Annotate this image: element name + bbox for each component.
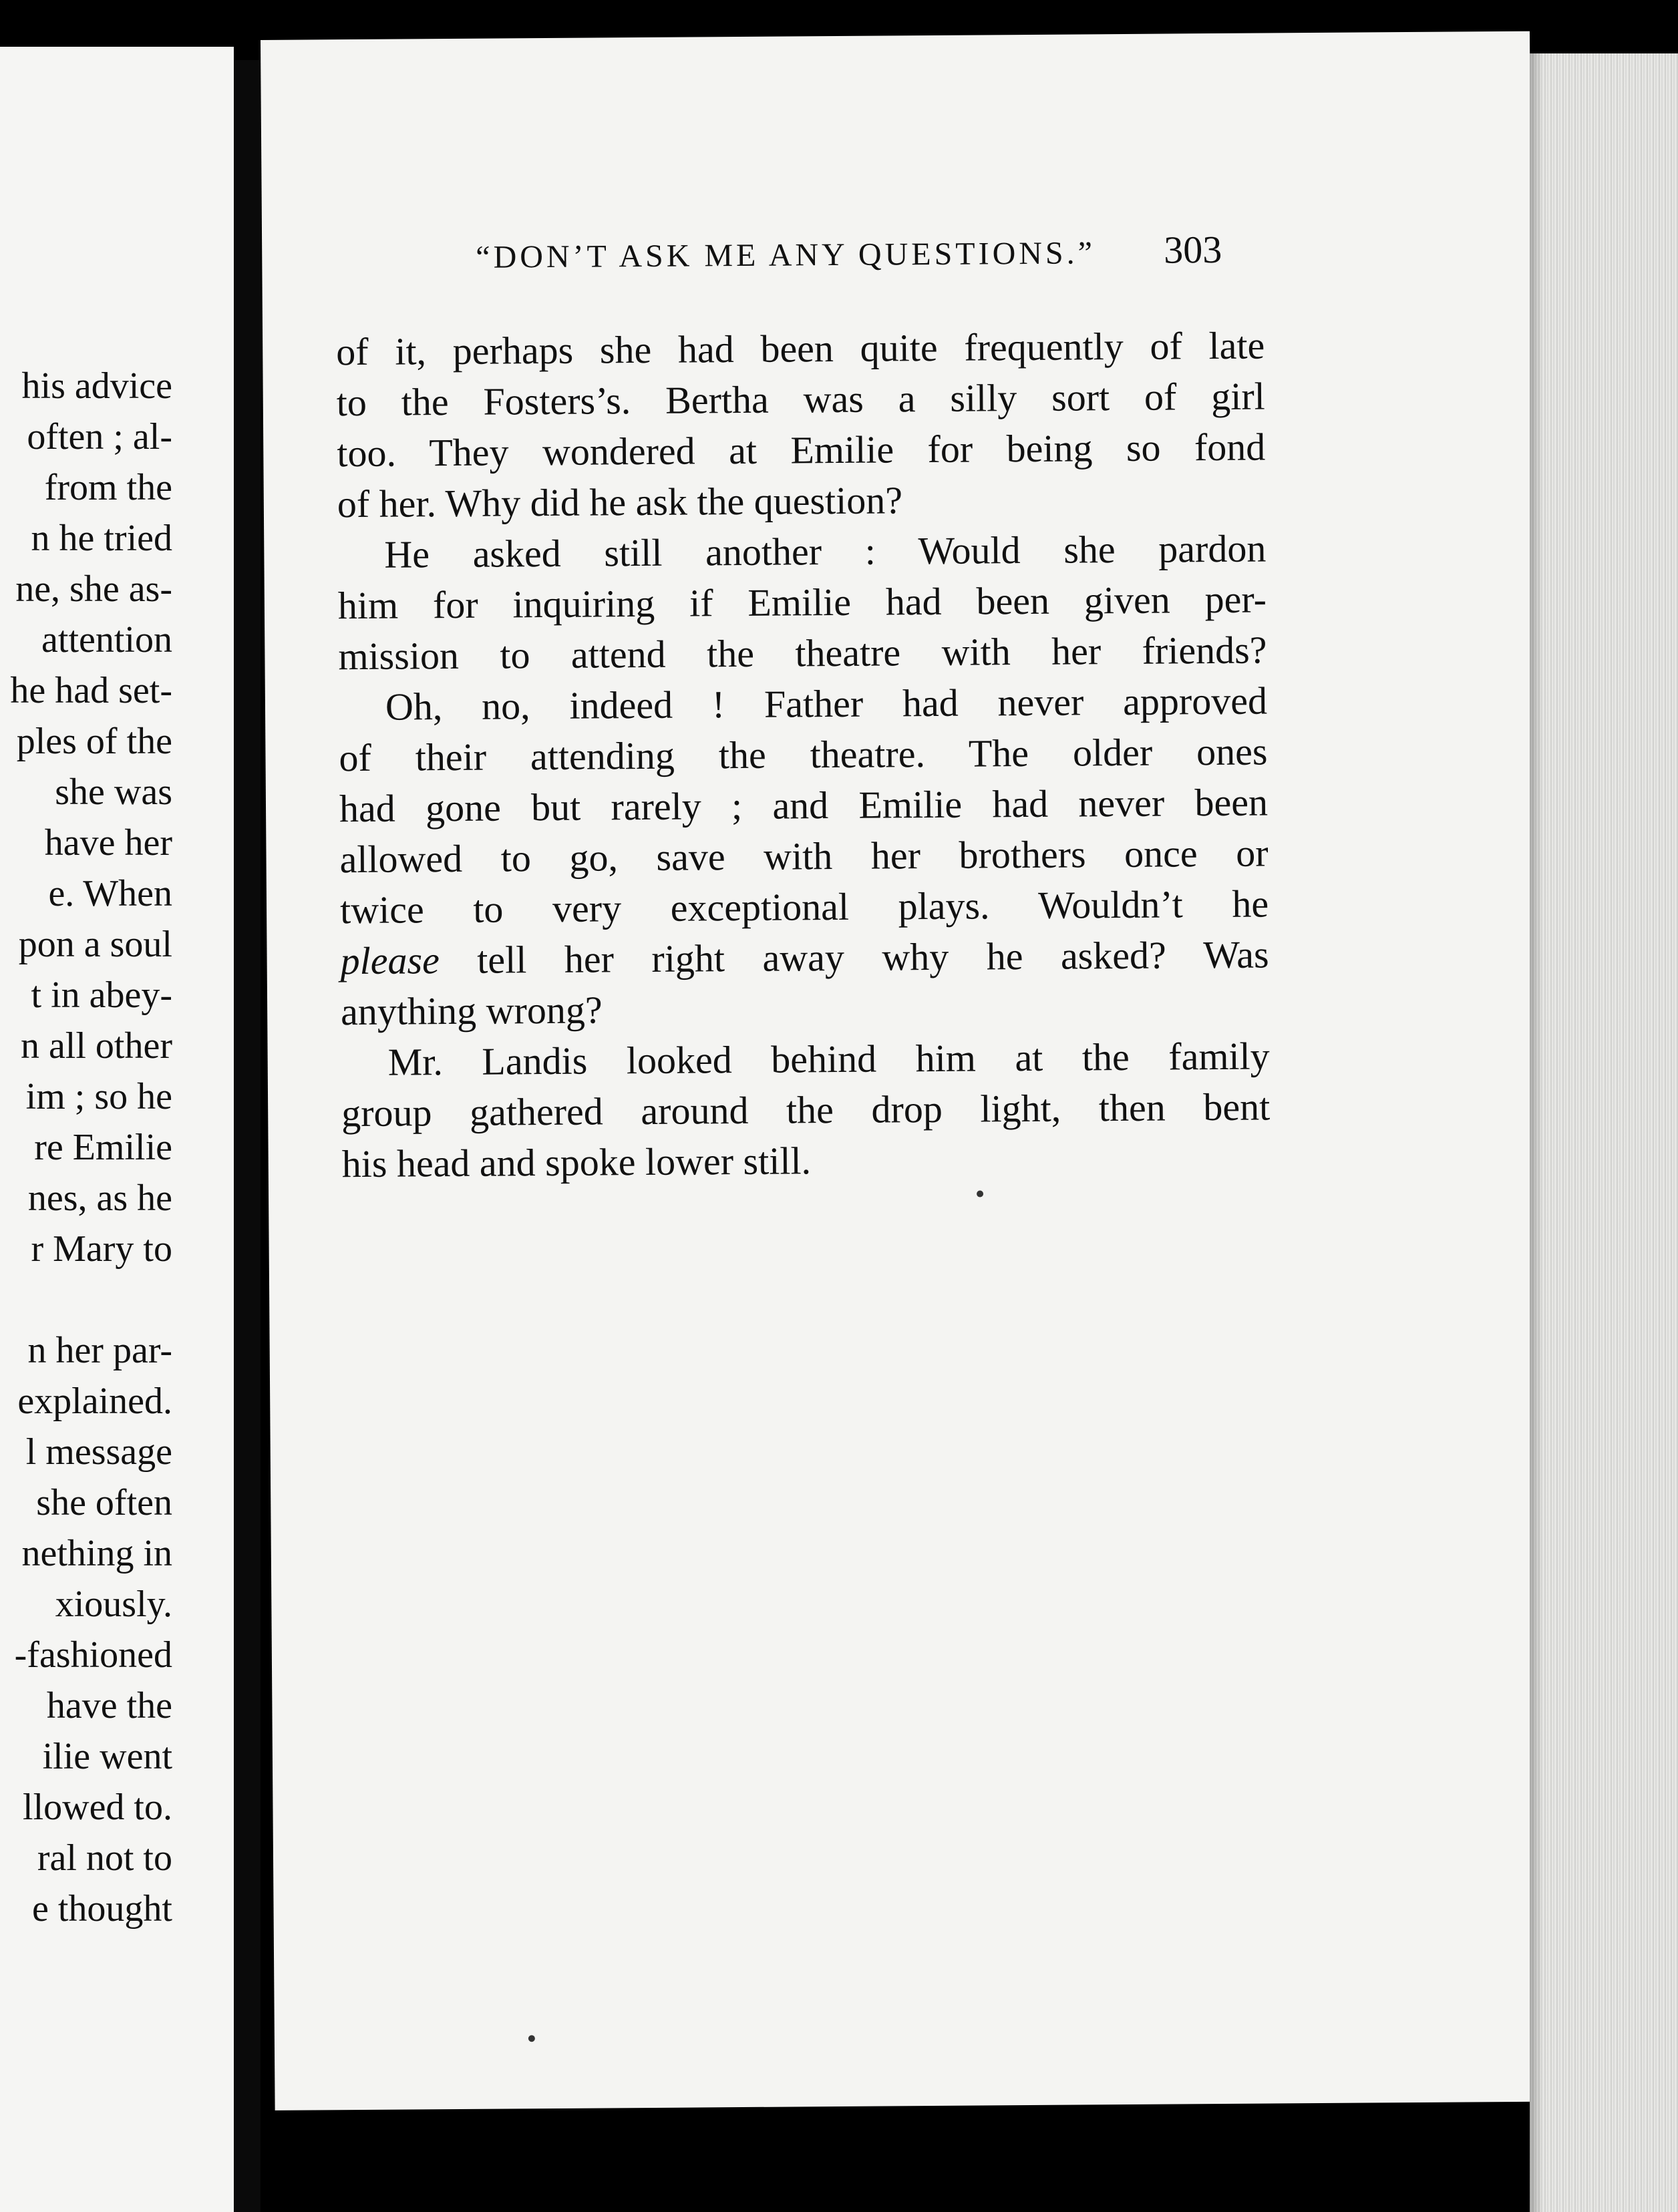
text-line: his head and spoke lower still. (341, 1139, 812, 1186)
emphasized-word: please (340, 938, 440, 983)
left-line: often ; al- (27, 416, 172, 457)
text-line: anything wrong? (340, 988, 603, 1034)
left-line: llowed to. (23, 1787, 172, 1828)
text-line: of it, perhaps she had been quite frequently of late (336, 323, 1265, 374)
left-line: she was (55, 771, 172, 813)
left-line: -fashioned (14, 1634, 172, 1676)
text-line: He asked still another : Would she pardon (384, 526, 1267, 576)
left-page (0, 47, 234, 2212)
left-line: from the (44, 467, 172, 508)
left-line: n he tried (31, 518, 172, 559)
text-line: to the Fosters’s. Bertha was a silly sort of girl (336, 374, 1265, 425)
text-line: Oh, no, indeed ! Father had never approved (385, 679, 1268, 729)
text-line-rest: tell her right away why he asked? Was (439, 932, 1269, 982)
text-line: Mr. Landis looked behind him at the family (387, 1034, 1270, 1084)
text-line: of their attending the theatre. The older ones (339, 729, 1268, 780)
text-line (340, 929, 1269, 986)
running-title: “DON’T ASK ME ANY QUESTIONS.” (476, 235, 1096, 275)
left-line: attention (41, 619, 172, 661)
left-line: n her par- (27, 1330, 172, 1371)
text-line: him for inquiring if Emilie had been given per- (337, 577, 1267, 628)
left-line: re Emilie (34, 1127, 172, 1168)
speck (977, 1190, 983, 1197)
text-line: allowed to go, save with her brothers once or (339, 831, 1269, 882)
left-line: l message (25, 1431, 172, 1473)
left-line: ne, she as- (15, 568, 172, 610)
text-line: group gathered around the drop light, then bent (341, 1085, 1271, 1135)
left-line: n all other (20, 1025, 172, 1067)
left-line: nething in (21, 1533, 172, 1574)
body-text (336, 321, 1271, 1190)
left-line: ples of the (16, 721, 172, 762)
speck (528, 2035, 535, 2042)
page-edges (1530, 53, 1678, 2212)
left-line: t in abey- (31, 974, 172, 1016)
left-line: pon a soul (18, 924, 172, 965)
text-line: too. They wondered at Emilie for being so fond (337, 425, 1266, 476)
left-line: explained. (17, 1380, 172, 1422)
left-line: ilie went (42, 1736, 172, 1777)
page-edges-shadow (1530, 53, 1543, 2212)
page-number: 303 (1163, 227, 1222, 272)
left-line: ral not to (37, 1837, 172, 1879)
right-page (261, 31, 1544, 2110)
left-line: xiously. (55, 1584, 172, 1625)
left-line: im ; so he (25, 1076, 172, 1117)
text-line: had gone but rarely ; and Emilie had never been (339, 780, 1269, 831)
left-line: r Mary to (31, 1228, 172, 1270)
left-line: e. When (48, 873, 172, 914)
left-line: she often (36, 1482, 172, 1523)
left-line: have her (44, 822, 172, 864)
left-line: his advice (21, 365, 172, 407)
left-page-text (0, 361, 172, 1934)
left-line: he had set- (10, 670, 172, 711)
text-line: of her. Why did he ask the question? (337, 478, 903, 526)
left-line: nes, as he (27, 1177, 172, 1219)
text-line: twice to very exceptional plays. Wouldn’t he (339, 882, 1269, 932)
page-header (476, 225, 1545, 286)
left-line: e thought (32, 1888, 172, 1929)
left-line-gap (0, 1274, 172, 1325)
text-line: mission to attend the theatre with her friends? (338, 628, 1267, 679)
book-gutter (234, 60, 261, 2212)
left-line: have the (46, 1685, 172, 1726)
